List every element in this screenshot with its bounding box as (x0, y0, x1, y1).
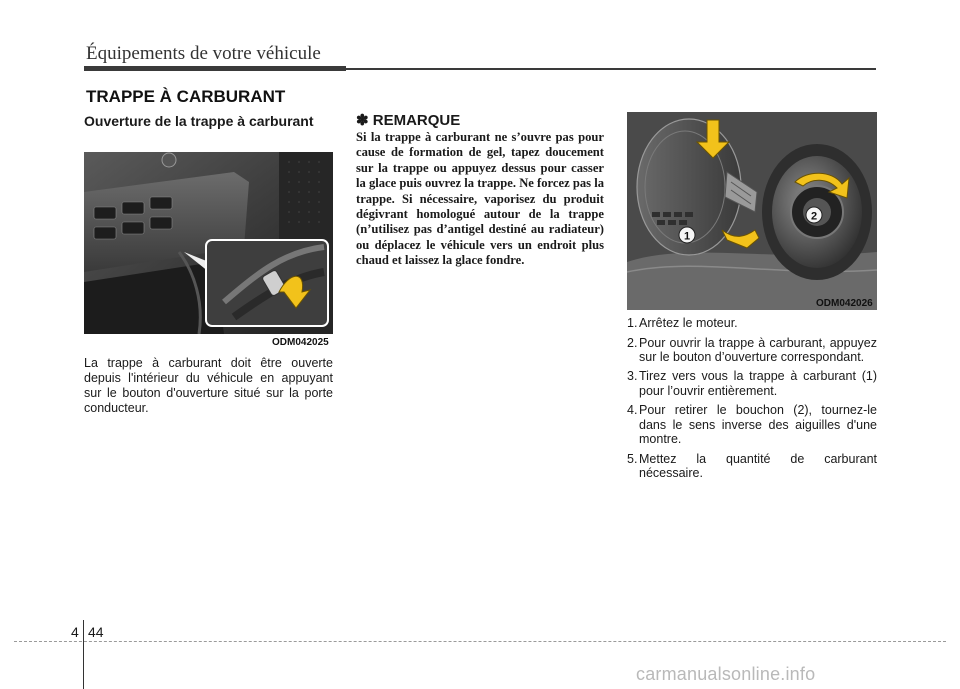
footer-rule (14, 641, 946, 642)
body-paragraph: La trappe à carburant doit être ouverte depuis l'intérieur du véhicule en appuyant sur le bouton d'ouverture situé sur la porte conducteur. (84, 356, 333, 415)
remark-body: Si la trappe à carburant ne s’ouvre pas pour cause de formation de gel, tapez doucement sur la trappe ou appuyez dessus pour casser la glace puis ouvrez la trappe. Ne forcez pas la trappe. Si nécessaire, vaporisez du produit dégivrant homologué autour de la trappe (n’utilisez pas d’antigel destiné au radiateur) ou déplacez le véhicule vers un endroit plus chaud et laissez la glace fondre. (356, 130, 604, 268)
running-header: Équipements de votre véhicule (86, 43, 321, 64)
header-rule-thin (346, 68, 876, 70)
footer-divider (83, 620, 84, 689)
figure-code: ODM042026 (816, 298, 873, 309)
figure-code: ODM042025 (272, 337, 329, 348)
header-rule-thick (84, 66, 346, 71)
door-panel-figure (84, 152, 333, 334)
fuel-door-figure (627, 112, 877, 310)
page-number: 44 (88, 624, 104, 640)
callout-1: 1 (683, 230, 691, 243)
remark-title: ✽ REMARQUE (356, 112, 461, 129)
door-panel-illustration (84, 152, 333, 334)
watermark: carmanualsonline.info (636, 664, 816, 684)
fuel-door-illustration (627, 112, 877, 310)
list-item: 1. Arrêtez le moteur. (627, 316, 738, 330)
section-title: TRAPPE À CARBURANT (86, 87, 286, 106)
chapter-number: 4 (71, 624, 79, 640)
list-item: 2. Pour ouvrir la trappe à carburant, appuyez sur le bouton d’ouverture correspondant. (627, 335, 877, 364)
subsection-heading: Ouverture de la trappe à carburant (84, 113, 314, 129)
list-item: 4. Pour retirer le bouchon (2), tournez-le dans le sens inverse des aiguilles d'une montre. (627, 403, 877, 446)
callout-2: 2 (810, 210, 818, 223)
list-item: 3. Tirez vers vous la trappe à carburant (1) pour l’ouvrir entièrement. (627, 369, 877, 398)
instruction-steps (627, 316, 877, 485)
list-item: 5. Mettez la quantité de carburant nécessaire. (627, 451, 877, 480)
